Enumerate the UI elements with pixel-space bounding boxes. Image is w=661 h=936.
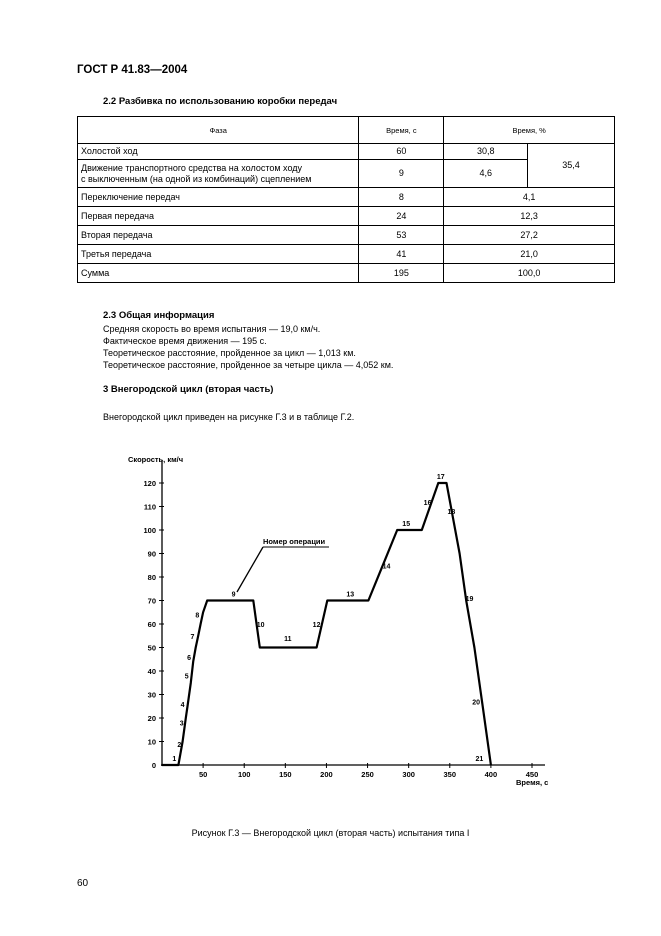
speed-data-point [182, 741, 183, 742]
section-3-title: 3 Внегородской цикл (вторая часть) [103, 384, 274, 395]
speed-data-point [190, 682, 191, 683]
speed-data-point [178, 764, 179, 765]
x-tick-label: 400 [484, 770, 498, 779]
speed-data-point [193, 661, 194, 662]
chart-ticks [143, 479, 538, 779]
operation-number-label: 3 [179, 720, 184, 728]
table-row [78, 245, 615, 264]
info-line: Фактическое время движения — 195 с. [103, 336, 267, 346]
table-header-row [78, 117, 615, 144]
speed-data-point [397, 529, 398, 530]
section-2-2-title: 2.2 Разбивка по использованию коробки передач [103, 96, 338, 107]
time-cell: 53 [359, 226, 444, 245]
y-tick-label: 0 [151, 761, 156, 770]
gearbox-usage-table [77, 116, 615, 283]
info-line: Теоретическое расстояние, пройденное за цикл — 1,013 км. [103, 348, 356, 358]
speed-data-point [212, 600, 213, 601]
page-number: 60 [77, 878, 89, 889]
operation-number-label: 7 [190, 633, 195, 641]
speed-data-point [474, 647, 475, 648]
phase-cell: Вторая передача [78, 226, 359, 245]
speed-data-point [438, 482, 439, 483]
x-tick-label: 50 [198, 770, 208, 779]
speed-data-point [316, 647, 317, 648]
time-cell: 9 [359, 160, 444, 188]
speed-data-point [185, 717, 186, 718]
section-2-3-title: 2.3 Общая информация [103, 310, 215, 321]
y-tick-label: 10 [147, 737, 156, 747]
speed-data-point [459, 553, 460, 554]
chart-series [161, 482, 491, 765]
y-tick-label: 90 [147, 549, 156, 559]
phase-cell: Сумма [78, 264, 359, 283]
operation-number-label: 14 [382, 563, 391, 571]
speed-data-point [207, 600, 208, 601]
y-tick-label: 110 [143, 502, 156, 512]
operation-number-label: 18 [447, 509, 456, 517]
x-tick-label: 350 [443, 770, 457, 779]
table-row [78, 144, 615, 160]
speed-data-point [259, 647, 260, 648]
y-tick-label: 120 [143, 479, 156, 488]
phase-cell: Первая передача [78, 207, 359, 226]
time-cell: 60 [359, 144, 444, 160]
speed-data-point [327, 600, 328, 601]
table-row [78, 207, 615, 226]
operation-number-label: 11 [284, 636, 292, 644]
y-axis-label: Скорость, км/ч [128, 455, 184, 464]
operation-number-label: 19 [465, 596, 474, 604]
speed-data-point [446, 482, 447, 483]
operation-number-label: 17 [436, 473, 445, 481]
y-tick-label: 60 [147, 620, 156, 629]
speed-data-point [368, 600, 369, 601]
speed-data-point [195, 647, 196, 648]
chart-axes [161, 460, 545, 766]
phase-cell: Переключение передач [78, 188, 359, 207]
operation-number-label: 12 [312, 622, 321, 629]
table-row [78, 226, 615, 245]
speed-data-point [253, 600, 254, 601]
speed-data-point [184, 729, 185, 730]
y-tick-label: 80 [147, 573, 156, 582]
y-tick-label: 40 [147, 667, 156, 676]
info-line: Теоретическое расстояние, пройденное за четыре цикла — 4,052 км. [103, 360, 394, 370]
percent-cell: 30,8 [444, 144, 528, 160]
document-header: ГОСТ Р 41.83—2004 [77, 64, 188, 76]
phase-line: с выключенным (на одной из комбинаций) сцеплением [81, 173, 312, 184]
percent-cell: 12,3 [444, 207, 615, 226]
phase-line: Движение транспортного средства на холостом ходу [81, 162, 302, 173]
x-tick-label: 200 [320, 770, 333, 779]
operation-number-label: 21 [475, 755, 484, 763]
operation-number-label: 5 [184, 673, 189, 681]
figure-caption: Рисунок Г.3 — Внегородской цикл (вторая часть) испытания типа I [191, 828, 470, 838]
general-info-block [103, 323, 393, 371]
speed-data-point [482, 706, 483, 707]
operation-number-label: 2 [177, 741, 182, 749]
operation-number-label: 6 [187, 654, 192, 662]
operation-number-label: 20 [472, 699, 480, 707]
speed-data-point [200, 623, 201, 624]
header-percent: Время, % [444, 117, 615, 144]
annotation-leader-line [237, 547, 263, 592]
speed-data-point [490, 764, 491, 765]
y-tick-label: 30 [147, 690, 156, 700]
speed-data-point [421, 529, 422, 530]
time-cell: 195 [359, 264, 444, 283]
y-tick-label: 70 [147, 596, 156, 606]
speed-profile-line [162, 483, 491, 765]
chart-operation-labels [172, 474, 483, 763]
section-3-text: Внегородской цикл приведен на рисунке Г.3 и в таблице Г.2. [103, 412, 355, 422]
percent-cell: 4,6 [444, 160, 528, 188]
y-tick-label: 100 [143, 526, 156, 535]
y-tick-label: 50 [147, 643, 156, 653]
percent-cell: 4,1 [444, 188, 615, 207]
header-time: Время, с [359, 117, 444, 144]
operation-number-label: 8 [195, 612, 200, 620]
header-phase: Фаза [78, 117, 359, 144]
x-tick-label: 450 [525, 770, 539, 779]
operation-number-label: 9 [231, 591, 236, 599]
time-cell: 8 [359, 188, 444, 207]
operation-number-label: 16 [423, 499, 432, 507]
speed-data-point [203, 612, 204, 613]
phase-cell: Третья передача [78, 245, 359, 264]
speed-data-point [161, 764, 162, 765]
x-tick-label: 100 [237, 770, 251, 779]
operation-number-annotation: Номер операции [263, 537, 326, 546]
speed-data-point [187, 706, 188, 707]
percent-cell: 100,0 [444, 264, 615, 283]
extra-urban-cycle-chart [0, 440, 661, 820]
operation-number-label: 13 [346, 591, 355, 599]
x-axis-label: Время, с [516, 778, 549, 787]
percent-cell: 27,2 [444, 226, 615, 245]
x-tick-label: 150 [279, 770, 292, 779]
table-row [78, 264, 615, 283]
x-tick-label: 250 [361, 770, 374, 779]
x-tick-label: 300 [402, 770, 415, 779]
operation-number-label: 1 [172, 755, 177, 763]
percent-cell: 21,0 [444, 245, 615, 264]
operation-number-label: 15 [402, 520, 411, 528]
time-cell: 24 [359, 207, 444, 226]
info-line: Средняя скорость во время испытания — 19,0 км/ч. [103, 324, 321, 334]
y-tick-label: 20 [147, 714, 156, 723]
operation-number-label: 10 [256, 622, 265, 629]
speed-data-point [198, 635, 199, 636]
operation-number-label: 4 [180, 701, 185, 709]
merged-percent-cell: 35,4 [528, 144, 615, 188]
phase-cell: Холостой ход [78, 144, 359, 160]
phase-cell [78, 160, 359, 188]
table-row [78, 188, 615, 207]
time-cell: 41 [359, 245, 444, 264]
